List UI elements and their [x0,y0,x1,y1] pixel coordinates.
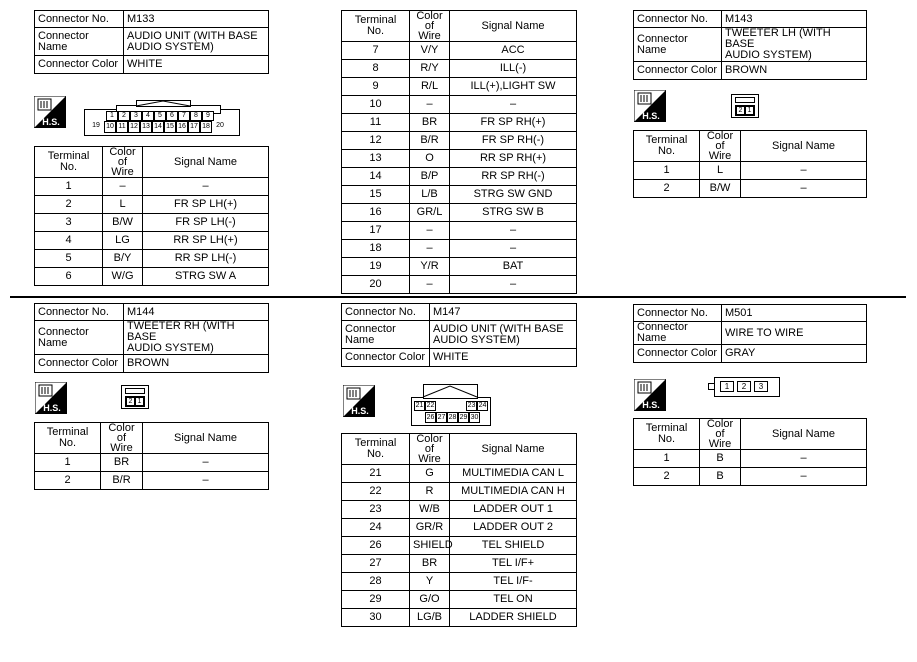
table-row [35,268,269,286]
wire-color-cell: W/B [410,501,450,519]
connector-pin: 1 [720,381,734,392]
table-row [342,465,577,483]
signal-name-cell: – [741,180,867,198]
terminal-no-cell: 6 [35,268,103,286]
connector-pin: 2 [737,381,751,392]
wire-color-cell: GR/R [410,519,450,537]
table-row [35,250,269,268]
table-row [342,573,577,591]
connector-no-value: M133 [124,11,269,28]
terminal-no-cell: 3 [35,214,103,232]
connector-pin: 18 [200,121,212,133]
wire-color-cell: O [410,150,450,168]
wire-color-cell: Y [410,573,450,591]
connector-no-label: Connector No. [35,304,124,321]
m144-connector-face [121,385,149,409]
terminal-no-cell: 4 [35,232,103,250]
terminal-no-cell: 23 [342,501,410,519]
connector-pin: 29 [459,414,468,421]
connector-color-value: BROWN [722,62,867,80]
signal-name-cell: MULTIMEDIA CAN L [450,465,577,483]
terminal-no-cell: 22 [342,483,410,501]
connector-pin: 15 [164,121,176,133]
wire-color-cell: G [410,465,450,483]
signal-name-cell: FR SP RH(+) [450,114,577,132]
terminal-no-header: Terminal No. [35,147,103,178]
signal-name-cell: – [741,450,867,468]
wire-color-cell: L [103,196,143,214]
table-row [342,78,577,96]
m147-terminal-table [341,433,577,627]
connector-pin: 2 [118,111,130,121]
color-of-wire-header: Color of Wire [410,11,450,42]
connector-pin: 28 [448,414,457,421]
wire-color-cell: Y/R [410,258,450,276]
signal-name-cell: STRG SW GND [450,186,577,204]
wire-color-cell: G/O [410,591,450,609]
wire-color-cell: – [410,222,450,240]
signal-name-cell: LADDER OUT 1 [450,501,577,519]
table-row [634,180,867,198]
table-row [342,501,577,519]
terminal-no-header: Terminal No. [634,419,700,450]
connector-name-label: Connector Name [35,28,124,56]
wire-color-cell: B [700,468,741,486]
connector-pin: 2 [736,106,745,115]
section-divider [10,296,906,298]
connector-name-label: Connector Name [634,28,722,62]
connector-pin: 7 [178,111,190,121]
terminal-no-cell: 1 [35,454,101,472]
signal-name-cell: TEL SHIELD [450,537,577,555]
connector-no-value: M501 [722,305,867,322]
connector-pin: 22 [426,402,435,409]
table-row [634,162,867,180]
terminal-no-cell: 9 [342,78,410,96]
table-row [342,555,577,573]
hs-symbol-icon [35,382,67,414]
signal-name-cell: FR SP RH(-) [450,132,577,150]
connector-pin: 3 [754,381,768,392]
signal-name-cell: – [450,240,577,258]
connector-color-label: Connector Color [342,349,430,367]
m133-connector-face [84,100,240,136]
svg-text:H.S.: H.S. [642,400,660,410]
signal-name-cell: TEL ON [450,591,577,609]
signal-name-cell: ILL(-) [450,60,577,78]
wire-color-cell: LG [103,232,143,250]
signal-name-cell: – [450,222,577,240]
connector-pin: 30 [470,414,479,421]
connector-no-label: Connector No. [342,304,430,321]
connector-pin: 4 [142,111,154,121]
connector-pin: 17 [188,121,200,133]
hs-symbol-icon [634,90,666,122]
signal-name-cell: FR SP LH(-) [143,214,269,232]
table-row [342,168,577,186]
svg-text:H.S.: H.S. [43,403,61,413]
hs-symbol-icon [34,96,66,128]
connector-no-label: Connector No. [35,11,124,28]
terminal-no-cell: 5 [35,250,103,268]
wire-color-cell: W/G [103,268,143,286]
terminal-no-header: Terminal No. [35,423,101,454]
m133-terminal-table-2 [341,10,577,294]
table-row [342,96,577,114]
m144-connector-info [34,303,269,373]
m501-connector-face [708,377,780,397]
connector-pin: 21 [415,402,424,409]
signal-name-cell: – [741,468,867,486]
connector-name-label: Connector Name [342,321,430,349]
terminal-no-cell: 14 [342,168,410,186]
terminal-no-cell: 1 [35,178,103,196]
connector-name-value: AUDIO UNIT (WITH BASE AUDIO SYSTEM) [430,321,577,349]
table-row [35,232,269,250]
connector-color-value: BROWN [124,355,269,373]
connector-name-value: WIRE TO WIRE [722,322,867,345]
connector-pin: 5 [154,111,166,121]
terminal-no-cell: 1 [634,450,700,468]
wire-color-cell: LG/B [410,609,450,627]
wire-color-cell: R/L [410,78,450,96]
terminal-no-header: Terminal No. [342,434,410,465]
wire-color-cell: B/Y [103,250,143,268]
connector-pin: 20 [212,121,228,133]
color-of-wire-header: Color of Wire [103,147,143,178]
connector-name-value: AUDIO UNIT (WITH BASE AUDIO SYSTEM) [124,28,269,56]
wire-color-cell: BR [410,555,450,573]
connector-color-value: WHITE [124,56,269,74]
wire-color-cell: V/Y [410,42,450,60]
wire-color-cell: GR/L [410,204,450,222]
connector-pin: 14 [152,121,164,133]
connector-no-value: M147 [430,304,577,321]
wire-color-cell: L/B [410,186,450,204]
table-row [342,609,577,627]
table-row [342,519,577,537]
connector-pin: 26 [426,414,435,421]
terminal-no-cell: 19 [342,258,410,276]
connector-pin: 12 [128,121,140,133]
terminal-no-cell: 2 [634,468,700,486]
connector-color-value: GRAY [722,345,867,363]
terminal-no-cell: 2 [35,196,103,214]
wire-color-cell: B/W [700,180,741,198]
connector-pin: 19 [88,121,104,133]
table-row [342,204,577,222]
color-of-wire-header: Color of Wire [410,434,450,465]
signal-name-cell: RR SP RH(+) [450,150,577,168]
connector-color-label: Connector Color [35,56,124,74]
m143-terminal-table [633,130,867,198]
terminal-no-cell: 8 [342,60,410,78]
wire-color-cell: B/P [410,168,450,186]
table-row [342,240,577,258]
signal-name-header: Signal Name [143,423,269,454]
signal-name-cell: BAT [450,258,577,276]
connector-color-label: Connector Color [35,355,124,373]
m143-connector-info [633,10,867,80]
wire-color-cell: B/R [410,132,450,150]
wire-color-cell: BR [101,454,143,472]
color-of-wire-header: Color of Wire [101,423,143,454]
connector-color-label: Connector Color [634,62,722,80]
terminal-no-cell: 30 [342,609,410,627]
table-row [35,196,269,214]
connector-pin: 10 [104,121,116,133]
terminal-no-cell: 17 [342,222,410,240]
wire-color-cell: R/Y [410,60,450,78]
connector-pin: 27 [437,414,446,421]
table-row [342,483,577,501]
table-row [342,276,577,294]
connector-name-value: TWEETER LH (WITH BASE AUDIO SYSTEM) [722,28,867,62]
table-row [342,222,577,240]
signal-name-header: Signal Name [450,434,577,465]
connector-pin: 8 [190,111,202,121]
m144-terminal-table [34,422,269,490]
table-row [342,150,577,168]
terminal-no-header: Terminal No. [634,131,700,162]
connector-pin: 9 [202,111,214,121]
connector-pin: 1 [135,397,144,406]
connector-pin: 16 [176,121,188,133]
terminal-no-cell: 28 [342,573,410,591]
table-row [342,186,577,204]
signal-name-header: Signal Name [450,11,577,42]
svg-text:H.S.: H.S. [351,406,369,416]
table-row [342,42,577,60]
connector-name-label: Connector Name [634,322,722,345]
terminal-no-cell: 11 [342,114,410,132]
table-row [342,60,577,78]
terminal-no-cell: 2 [634,180,700,198]
wire-color-cell: – [410,96,450,114]
color-of-wire-header: Color of Wire [700,419,741,450]
terminal-no-cell: 27 [342,555,410,573]
connector-pin: 1 [106,111,118,121]
terminal-no-cell: 26 [342,537,410,555]
connector-pin: 24 [478,402,487,409]
terminal-no-cell: 10 [342,96,410,114]
wire-color-cell: B/W [103,214,143,232]
wire-color-cell: BR [410,114,450,132]
terminal-no-cell: 21 [342,465,410,483]
signal-name-cell: – [143,472,269,490]
wire-color-cell: – [410,240,450,258]
wire-color-cell: SHIELD [410,537,450,555]
color-of-wire-header: Color of Wire [700,131,741,162]
m133-terminal-table-1 [34,146,269,286]
signal-name-cell: – [143,178,269,196]
signal-name-cell: – [143,454,269,472]
signal-name-cell: FR SP LH(+) [143,196,269,214]
terminal-no-cell: 18 [342,240,410,258]
table-row [342,537,577,555]
wire-color-cell: – [103,178,143,196]
connector-color-value: WHITE [430,349,577,367]
table-row [634,468,867,486]
signal-name-cell: RR SP RH(-) [450,168,577,186]
terminal-no-cell: 13 [342,150,410,168]
signal-name-cell: – [741,162,867,180]
table-row [35,178,269,196]
connector-name-label: Connector Name [35,321,124,355]
connector-pin: 3 [130,111,142,121]
signal-name-header: Signal Name [741,419,867,450]
table-row [35,472,269,490]
wire-color-cell: – [410,276,450,294]
wire-color-cell: L [700,162,741,180]
signal-name-cell: ACC [450,42,577,60]
connector-no-label: Connector No. [634,11,722,28]
signal-name-cell: ILL(+),LIGHT SW [450,78,577,96]
table-row [342,258,577,276]
connector-pin: 23 [467,402,476,409]
connector-pin: 6 [166,111,178,121]
terminal-no-cell: 1 [634,162,700,180]
signal-name-cell: LADDER SHIELD [450,609,577,627]
signal-name-cell: LADDER OUT 2 [450,519,577,537]
signal-name-cell: STRG SW A [143,268,269,286]
connector-no-value: M143 [722,11,867,28]
signal-name-cell: RR SP LH(-) [143,250,269,268]
signal-name-cell: TEL I/F+ [450,555,577,573]
table-row [342,132,577,150]
terminal-no-cell: 2 [35,472,101,490]
connector-color-label: Connector Color [634,345,722,363]
connector-pin: 1 [745,106,754,115]
signal-name-cell: – [450,276,577,294]
wire-color-cell: B [700,450,741,468]
terminal-no-cell: 16 [342,204,410,222]
connector-pin: 2 [126,397,135,406]
signal-name-header: Signal Name [741,131,867,162]
m147-connector-info [341,303,577,367]
terminal-no-cell: 24 [342,519,410,537]
table-row [35,454,269,472]
svg-text:H.S.: H.S. [642,111,660,121]
terminal-no-cell: 12 [342,132,410,150]
table-row [35,214,269,232]
connector-name-value: TWEETER RH (WITH BASE AUDIO SYSTEM) [124,321,269,355]
m147-connector-face [411,384,491,426]
wire-color-cell: R [410,483,450,501]
connector-no-value: M144 [124,304,269,321]
terminal-no-header: Terminal No. [342,11,410,42]
m501-connector-info [633,304,867,363]
table-row [634,450,867,468]
terminal-no-cell: 7 [342,42,410,60]
signal-name-cell: – [450,96,577,114]
table-row [342,591,577,609]
table-row [342,114,577,132]
hs-symbol-icon [634,379,666,411]
signal-name-cell: MULTIMEDIA CAN H [450,483,577,501]
terminal-no-cell: 20 [342,276,410,294]
svg-text:H.S.: H.S. [42,117,60,127]
signal-name-cell: TEL I/F- [450,573,577,591]
signal-name-header: Signal Name [143,147,269,178]
signal-name-cell: RR SP LH(+) [143,232,269,250]
connector-no-label: Connector No. [634,305,722,322]
connector-pin: 11 [116,121,128,133]
terminal-no-cell: 15 [342,186,410,204]
signal-name-cell: STRG SW B [450,204,577,222]
m143-connector-face [731,94,759,118]
wire-color-cell: B/R [101,472,143,490]
connector-pin: 13 [140,121,152,133]
hs-symbol-icon [343,385,375,417]
terminal-no-cell: 29 [342,591,410,609]
m501-terminal-table [633,418,867,486]
m133-connector-info [34,10,269,74]
